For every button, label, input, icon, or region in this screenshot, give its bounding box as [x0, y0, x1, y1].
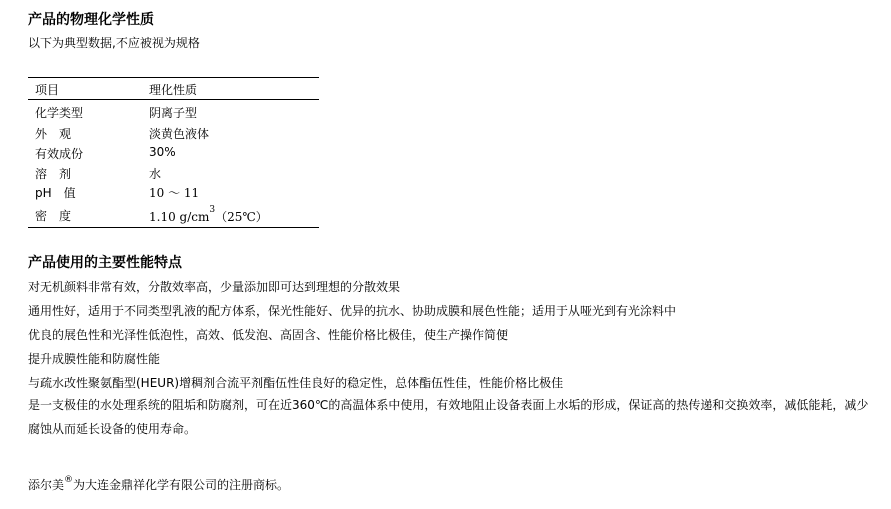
section-title-features: 产品使用的主要性能特点: [28, 255, 182, 271]
table-row-value: 10 ～ 11: [149, 186, 200, 200]
table-header-item: 项目: [35, 83, 60, 97]
feature-line: 与疏水改性聚氨酯型(HEUR)增稠剂合流平剂酯伍性佳良好的稳定性，总体酯伍性佳，性能价格比极佳: [28, 376, 564, 390]
table-row-label: pH 值: [35, 186, 76, 200]
table-header-property: 理化性质: [149, 83, 198, 97]
table-row-value: 30%: [149, 145, 176, 159]
density-temperature: （25℃）: [215, 210, 268, 224]
table-top-rule: [28, 77, 319, 78]
section-title-properties: 产品的物理化学性质: [28, 12, 154, 28]
feature-line: 提升成膜性能和防腐性能: [28, 352, 161, 366]
feature-line: 对无机颜料非常有效，分散效率高，少量添加即可达到理想的分散效果: [28, 280, 401, 294]
density-superscript: 3: [209, 205, 216, 215]
trademark-note: [28, 476, 880, 493]
trademark-text: 为大连金鼎祥化学有限公司的注册商标。: [73, 478, 290, 492]
density-value: 1.10 g/cm: [149, 210, 210, 224]
table-row-label: 溶 剂: [35, 167, 72, 181]
feature-line: 优良的展色性和光泽性低泡性，高效、低发泡、高固含、性能价格比极佳，使生产操作简便: [28, 328, 509, 342]
table-bottom-rule: [28, 227, 319, 228]
feature-line: 通用性好，适用于不同类型乳液的配方体系，保光性能好、优异的抗水、协助成膜和展色性能；适用于从哑光到有光涂料中: [28, 304, 677, 318]
registered-symbol: ®: [64, 475, 74, 485]
table-row-label: 有效成份: [35, 147, 84, 161]
table-row-value-density: [149, 205, 268, 225]
feature-paragraph: 是一支极佳的水处理系统的阻垢和防腐剂，可在近360℃的高温体系中使用，有效地阻止设备表面上水垢的形成，保证高的热传递和交换效率，减低能耗，减少腐蚀从而延长设备的使用寿命。: [28, 398, 869, 436]
table-row-label: 密 度: [35, 209, 72, 223]
trademark-brand: 添尔美: [28, 478, 65, 492]
table-row-value: 淡黄色液体: [149, 127, 210, 141]
table-row-label: 外 观: [35, 127, 72, 141]
table-row-value: 水: [149, 167, 162, 181]
section-subtitle: 以下为典型数据,不应被视为规格: [28, 36, 200, 50]
table-row-label: 化学类型: [35, 106, 84, 120]
table-header-rule: [28, 99, 319, 100]
table-row-value: 阴离子型: [149, 106, 198, 120]
